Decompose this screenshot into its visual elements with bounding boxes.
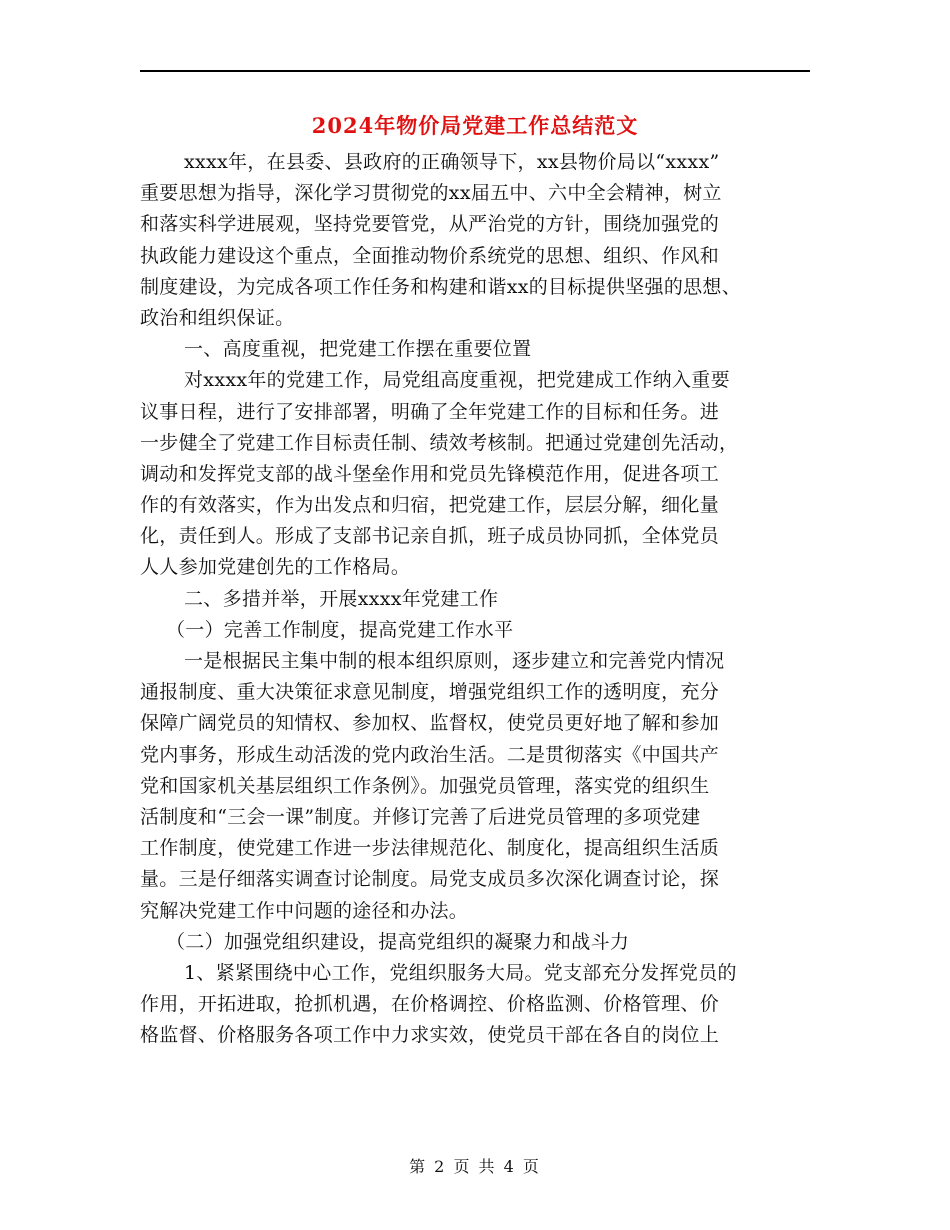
text-line: 对xxxx年的党建工作，局党组高度重视，把党建成工作纳入重要 [184, 369, 730, 392]
text-line: 活制度和“三会一课”制度。并修订完善了后进党员管理的多项党建 [140, 805, 701, 828]
text-line: 执政能力建设这个重点，全面推动物价系统党的思想、组织、作风和 [140, 244, 720, 267]
text-line: （二）加强党组织建设，提高党组织的凝聚力和战斗力 [166, 930, 630, 953]
text-line: 调动和发挥党支部的战斗堡垒作用和党员先锋模范作用，促进各项工 [140, 462, 720, 485]
text-line: 和落实科学进展观，坚持党要管党，从严治党的方针，围绕加强党的 [140, 213, 720, 236]
header-rule [140, 70, 810, 72]
text-line: 作的有效落实，作为出发点和归宿，把党建工作，层层分解，细化量 [140, 494, 720, 517]
document-body [140, 147, 810, 1051]
text-line: xxxx年，在县委、县政府的正确领导下，xx县物价局以“xxxx” [184, 151, 720, 173]
text-line: 究解决党建工作中问题的途径和办法。 [140, 899, 469, 922]
text-line: 党和国家机关基层组织工作条例》。加强党员管理，落实党的组织生 [140, 774, 710, 797]
text-line: 通报制度、重大决策征求意见制度，增强党组织工作的透明度，充分 [140, 681, 720, 704]
text-line: 二、多措并举，开展xxxx年党建工作 [184, 587, 499, 610]
text-line: 1、紧紧围绕中心工作，党组织服务大局。党支部充分发挥党员的 [184, 961, 737, 984]
text-line: 保障广阔党员的知情权、参加权、监督权，使党员更好地了解和参加 [140, 712, 720, 735]
text-line: 一步健全了党建工作目标责任制、绩效考核制。把通过党建创先活动， [140, 431, 739, 454]
text-line: 量。三是仔细落实调查讨论制度。局党支成员多次深化调查讨论，探 [140, 868, 720, 891]
text-line: （一）完善工作制度，提高党建工作水平 [166, 618, 514, 641]
text-line: 化，责任到人。形成了支部书记亲自抓，班子成员协同抓，全体党员 [140, 525, 720, 548]
text-line: 重要思想为指导，深化学习贯彻党的xx届五中、六中全会精神，树立 [140, 182, 722, 205]
text-line: 政治和组织保证。 [140, 306, 295, 329]
text-line: 议事日程，进行了安排部署，明确了全年党建工作的目标和任务。进 [140, 400, 720, 423]
text-line: 人人参加党建创先的工作格局。 [140, 556, 411, 579]
document-title: 2024年物价局党建工作总结范文 [311, 113, 639, 138]
text-line: 作用，开拓进取，抢抓机遇，在价格调控、价格监测、价格管理、价 [140, 993, 720, 1016]
text-line: 一是根据民主集中制的根本组织原则，逐步建立和完善党内情况 [184, 650, 725, 672]
text-line: 格监督、价格服务各项工作中力求实效，使党员干部在各自的岗位上 [140, 1024, 720, 1047]
page-footer: 第 2 页 共 4 页 [409, 1157, 541, 1176]
text-line: 一、高度重视，把党建工作摆在重要位置 [184, 338, 532, 361]
text-line: 党内事务，形成生动活泼的党内政治生活。二是贯彻落实《中国共产 [140, 743, 720, 766]
text-line: 制度建设，为完成各项工作任务和构建和谐xx的目标提供坚强的思想、 [140, 275, 742, 298]
text-line: 工作制度，使党建工作进一步法律规范化、制度化，提高组织生活质 [140, 837, 720, 860]
